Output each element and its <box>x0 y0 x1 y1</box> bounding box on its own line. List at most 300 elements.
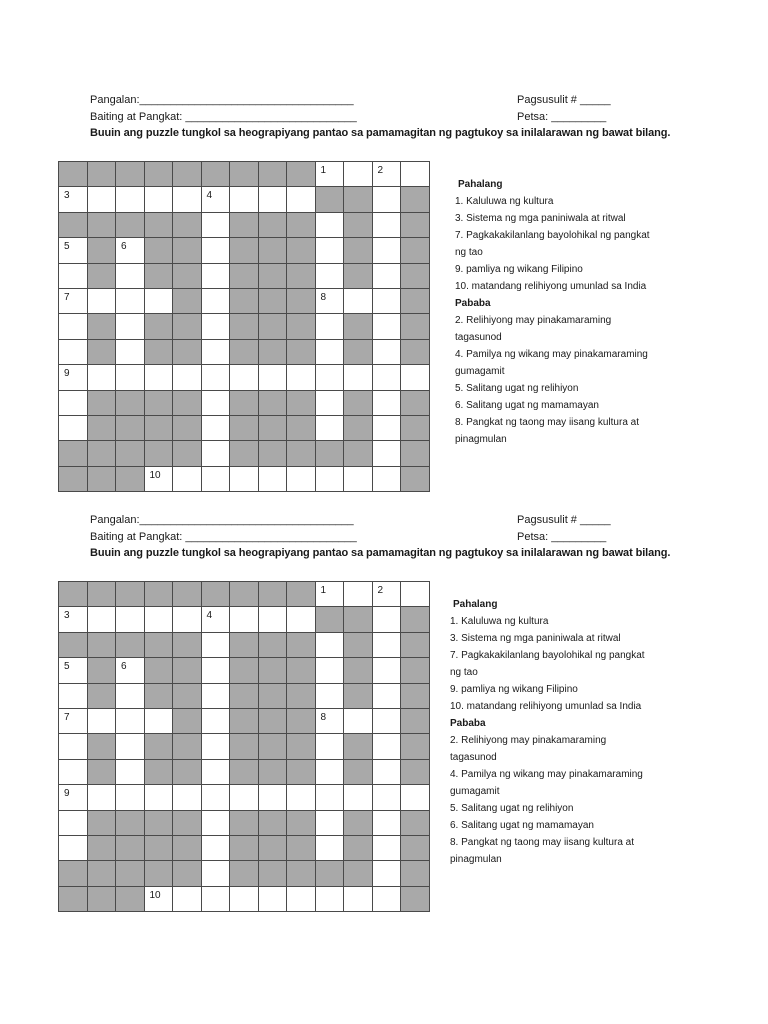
answer-cell[interactable] <box>315 708 344 733</box>
answer-cell[interactable] <box>87 785 116 810</box>
answer-cell[interactable] <box>315 632 344 657</box>
grid-row <box>59 339 430 364</box>
across-clues <box>455 193 710 295</box>
blocked-cell <box>287 861 316 886</box>
across-clues <box>450 613 705 715</box>
blocked-cell <box>258 683 287 708</box>
answer-cell[interactable] <box>87 187 116 212</box>
blocked-cell <box>401 187 430 212</box>
across-clue: 3. Sistema ng mga paniniwala at ritwal <box>450 633 621 644</box>
answer-cell[interactable] <box>315 759 344 784</box>
answer-cell[interactable] <box>287 187 316 212</box>
blocked-cell <box>344 314 373 339</box>
answer-cell[interactable] <box>372 212 401 237</box>
answer-cell[interactable] <box>372 861 401 886</box>
blocked-cell <box>287 759 316 784</box>
blocked-cell <box>230 683 259 708</box>
answer-cell[interactable] <box>372 734 401 759</box>
answer-cell[interactable] <box>315 314 344 339</box>
answer-cell[interactable] <box>59 238 88 263</box>
name-field-label: Pangalan:___________________________________ <box>90 94 354 106</box>
blocked-cell <box>116 861 145 886</box>
answer-cell[interactable] <box>59 708 88 733</box>
blocked-cell <box>344 339 373 364</box>
answer-cell[interactable] <box>372 886 401 911</box>
answer-cell[interactable] <box>372 810 401 835</box>
blocked-cell <box>116 441 145 466</box>
answer-cell[interactable] <box>59 759 88 784</box>
clue-number: 7 <box>64 711 70 723</box>
answer-cell[interactable] <box>173 607 202 632</box>
answer-cell[interactable] <box>59 390 88 415</box>
answer-cell[interactable] <box>59 835 88 860</box>
grid-row <box>59 263 430 288</box>
blocked-cell <box>87 466 116 491</box>
answer-cell[interactable] <box>372 365 401 390</box>
answer-cell[interactable] <box>201 632 230 657</box>
answer-cell[interactable] <box>173 466 202 491</box>
blocked-cell <box>258 263 287 288</box>
grid-row <box>59 314 430 339</box>
answer-cell[interactable] <box>116 607 145 632</box>
blocked-cell <box>173 759 202 784</box>
answer-cell[interactable] <box>173 365 202 390</box>
down-clue: 8. Pangkat ng taong may iisang kultura at <box>450 837 635 848</box>
blocked-cell <box>401 886 430 911</box>
blocked-cell <box>287 683 316 708</box>
answer-cell[interactable] <box>116 708 145 733</box>
blocked-cell <box>287 441 316 466</box>
blocked-cell <box>116 582 145 607</box>
answer-cell[interactable] <box>116 759 145 784</box>
answer-cell[interactable] <box>401 162 430 187</box>
blocked-cell <box>230 441 259 466</box>
answer-cell[interactable] <box>201 810 230 835</box>
answer-cell[interactable] <box>315 365 344 390</box>
answer-cell[interactable] <box>230 785 259 810</box>
blocked-cell <box>401 314 430 339</box>
answer-cell[interactable] <box>258 187 287 212</box>
answer-cell[interactable] <box>344 582 373 607</box>
blocked-cell <box>116 390 145 415</box>
answer-cell[interactable] <box>144 365 173 390</box>
answer-cell[interactable] <box>201 708 230 733</box>
blocked-cell <box>173 708 202 733</box>
blocked-cell <box>287 632 316 657</box>
grid-row <box>59 658 430 683</box>
answer-cell[interactable] <box>144 886 173 911</box>
answer-cell[interactable] <box>116 238 145 263</box>
blocked-cell <box>173 441 202 466</box>
answer-cell[interactable] <box>287 785 316 810</box>
blocked-cell <box>230 582 259 607</box>
answer-cell[interactable] <box>87 365 116 390</box>
answer-cell[interactable] <box>173 187 202 212</box>
answer-cell[interactable] <box>116 314 145 339</box>
blocked-cell <box>287 339 316 364</box>
blocked-cell <box>59 441 88 466</box>
blocked-cell <box>173 835 202 860</box>
answer-cell[interactable] <box>401 785 430 810</box>
answer-cell[interactable] <box>315 810 344 835</box>
answer-cell[interactable] <box>287 607 316 632</box>
blocked-cell <box>144 162 173 187</box>
clue-number: 2 <box>377 165 384 176</box>
clue-number: 4 <box>206 610 213 622</box>
answer-cell[interactable] <box>372 238 401 263</box>
answer-cell[interactable] <box>344 785 373 810</box>
crossword-grid <box>58 581 430 912</box>
answer-cell[interactable] <box>116 683 145 708</box>
grid-row <box>59 187 430 212</box>
answer-cell[interactable] <box>59 683 88 708</box>
answer-cell[interactable] <box>258 365 287 390</box>
answer-cell[interactable] <box>372 162 401 187</box>
blocked-cell <box>315 607 344 632</box>
blocked-cell <box>315 441 344 466</box>
blocked-cell <box>87 810 116 835</box>
blocked-cell <box>173 263 202 288</box>
answer-cell[interactable] <box>372 632 401 657</box>
blocked-cell <box>230 861 259 886</box>
answer-cell[interactable] <box>315 212 344 237</box>
across-clue: 1. Kaluluwa ng kultura <box>450 616 549 627</box>
answer-cell[interactable] <box>344 886 373 911</box>
answer-cell[interactable] <box>59 339 88 364</box>
answer-cell[interactable] <box>201 365 230 390</box>
answer-cell[interactable] <box>87 288 116 313</box>
answer-cell[interactable] <box>201 886 230 911</box>
answer-cell[interactable] <box>315 288 344 313</box>
clue-number: 6 <box>121 241 127 253</box>
down-clue: pinagmulan <box>455 434 507 445</box>
answer-cell[interactable] <box>59 365 88 390</box>
answer-cell[interactable] <box>201 759 230 784</box>
blocked-cell <box>401 415 430 440</box>
answer-cell[interactable] <box>258 466 287 491</box>
down-clue: 6. Salitang ugat ng mamamayan <box>455 400 599 411</box>
answer-cell[interactable] <box>230 886 259 911</box>
blocked-cell <box>116 466 145 491</box>
blocked-cell <box>173 632 202 657</box>
answer-cell[interactable] <box>201 466 230 491</box>
blocked-cell <box>173 238 202 263</box>
clue-number: 6 <box>121 661 127 673</box>
answer-cell[interactable] <box>315 339 344 364</box>
answer-cell[interactable] <box>201 683 230 708</box>
answer-cell[interactable] <box>372 658 401 683</box>
down-clues <box>455 312 710 448</box>
grid-row <box>59 238 430 263</box>
across-clue: 7. Pagkakakilanlang bayolohikal ng pangkat <box>450 650 645 661</box>
grid-row <box>59 734 430 759</box>
answer-cell[interactable] <box>87 607 116 632</box>
blocked-cell <box>230 238 259 263</box>
answer-cell[interactable] <box>372 785 401 810</box>
answer-cell[interactable] <box>372 607 401 632</box>
answer-cell[interactable] <box>230 466 259 491</box>
blocked-cell <box>230 734 259 759</box>
down-clue: 5. Salitang ugat ng relihiyon <box>450 803 574 814</box>
answer-cell[interactable] <box>315 835 344 860</box>
blocked-cell <box>59 861 88 886</box>
answer-cell[interactable] <box>59 734 88 759</box>
grid-row <box>59 288 430 313</box>
grid-row <box>59 708 430 733</box>
blocked-cell <box>230 288 259 313</box>
quiz-number-field-label: Pagsusulit # _____ <box>517 514 611 526</box>
blocked-cell <box>258 810 287 835</box>
answer-cell[interactable] <box>59 263 88 288</box>
answer-cell[interactable] <box>144 466 173 491</box>
across-clue: ng tao <box>450 667 478 678</box>
date-field-label: Petsa: _________ <box>517 531 607 543</box>
blocked-cell <box>144 683 173 708</box>
blocked-cell <box>401 339 430 364</box>
answer-cell[interactable] <box>116 339 145 364</box>
answer-cell[interactable] <box>315 683 344 708</box>
blocked-cell <box>258 288 287 313</box>
answer-cell[interactable] <box>230 187 259 212</box>
answer-cell[interactable] <box>315 162 344 187</box>
answer-cell[interactable] <box>401 365 430 390</box>
blocked-cell <box>258 415 287 440</box>
blocked-cell <box>401 759 430 784</box>
blocked-cell <box>230 339 259 364</box>
answer-cell[interactable] <box>372 415 401 440</box>
blocked-cell <box>173 390 202 415</box>
answer-cell[interactable] <box>287 466 316 491</box>
answer-cell[interactable] <box>258 607 287 632</box>
answer-cell[interactable] <box>201 263 230 288</box>
answer-cell[interactable] <box>116 288 145 313</box>
blocked-cell <box>344 263 373 288</box>
answer-cell[interactable] <box>116 263 145 288</box>
blocked-cell <box>87 314 116 339</box>
answer-cell[interactable] <box>372 390 401 415</box>
blocked-cell <box>287 810 316 835</box>
blocked-cell <box>258 339 287 364</box>
answer-cell[interactable] <box>315 415 344 440</box>
grid-row <box>59 162 430 187</box>
answer-cell[interactable] <box>258 886 287 911</box>
across-clue: ng tao <box>455 247 483 258</box>
answer-cell[interactable] <box>315 785 344 810</box>
blocked-cell <box>59 886 88 911</box>
answer-cell[interactable] <box>287 886 316 911</box>
answer-cell[interactable] <box>59 607 88 632</box>
across-clue: 1. Kaluluwa ng kultura <box>455 196 554 207</box>
blocked-cell <box>201 582 230 607</box>
blocked-cell <box>344 607 373 632</box>
blocked-cell <box>116 212 145 237</box>
blocked-cell <box>87 441 116 466</box>
blocked-cell <box>344 759 373 784</box>
blocked-cell <box>287 582 316 607</box>
answer-cell[interactable] <box>201 415 230 440</box>
blocked-cell <box>87 658 116 683</box>
answer-cell[interactable] <box>201 441 230 466</box>
blocked-cell <box>287 162 316 187</box>
answer-cell[interactable] <box>315 263 344 288</box>
blocked-cell <box>230 632 259 657</box>
down-clue: 2. Relihiyong may pinakamaraming <box>455 315 612 326</box>
blocked-cell <box>315 861 344 886</box>
blocked-cell <box>173 212 202 237</box>
grid-row <box>59 861 430 886</box>
answer-cell[interactable] <box>315 238 344 263</box>
answer-cell[interactable] <box>144 785 173 810</box>
answer-cell[interactable] <box>315 466 344 491</box>
blocked-cell <box>401 238 430 263</box>
answer-cell[interactable] <box>372 759 401 784</box>
answer-cell[interactable] <box>144 708 173 733</box>
answer-cell[interactable] <box>144 607 173 632</box>
answer-cell[interactable] <box>59 314 88 339</box>
blocked-cell <box>173 582 202 607</box>
answer-cell[interactable] <box>59 187 88 212</box>
answer-cell[interactable] <box>372 683 401 708</box>
blocked-cell <box>401 683 430 708</box>
answer-cell[interactable] <box>201 212 230 237</box>
blocked-cell <box>87 238 116 263</box>
answer-cell[interactable] <box>116 187 145 212</box>
answer-cell[interactable] <box>87 708 116 733</box>
answer-cell[interactable] <box>230 607 259 632</box>
answer-cell[interactable] <box>59 288 88 313</box>
answer-cell[interactable] <box>201 314 230 339</box>
blocked-cell <box>401 390 430 415</box>
blocked-cell <box>344 683 373 708</box>
blocked-cell <box>287 212 316 237</box>
clue-number: 10 <box>149 889 161 901</box>
answer-cell[interactable] <box>372 339 401 364</box>
answer-cell[interactable] <box>344 708 373 733</box>
clue-number: 5 <box>64 661 70 673</box>
blocked-cell <box>173 415 202 440</box>
answer-cell[interactable] <box>201 861 230 886</box>
blocked-cell <box>144 314 173 339</box>
blocked-cell <box>258 861 287 886</box>
blocked-cell <box>144 390 173 415</box>
answer-cell[interactable] <box>315 734 344 759</box>
blocked-cell <box>230 835 259 860</box>
answer-cell[interactable] <box>372 708 401 733</box>
answer-cell[interactable] <box>116 658 145 683</box>
answer-cell[interactable] <box>144 187 173 212</box>
answer-cell[interactable] <box>173 785 202 810</box>
down-clue: gumagamit <box>450 786 500 797</box>
blocked-cell <box>87 162 116 187</box>
answer-cell[interactable] <box>315 390 344 415</box>
answer-cell[interactable] <box>344 365 373 390</box>
answer-cell[interactable] <box>315 582 344 607</box>
grid-row <box>59 582 430 607</box>
blocked-cell <box>144 212 173 237</box>
blocked-cell <box>258 734 287 759</box>
answer-cell[interactable] <box>372 314 401 339</box>
answer-cell[interactable] <box>315 658 344 683</box>
answer-cell[interactable] <box>116 734 145 759</box>
across-heading: Pahalang <box>453 599 498 610</box>
answer-cell[interactable] <box>372 263 401 288</box>
answer-cell[interactable] <box>258 785 287 810</box>
answer-cell[interactable] <box>144 288 173 313</box>
blocked-cell <box>344 835 373 860</box>
answer-cell[interactable] <box>344 162 373 187</box>
answer-cell[interactable] <box>287 365 316 390</box>
blocked-cell <box>59 212 88 237</box>
answer-cell[interactable] <box>372 835 401 860</box>
grid-row <box>59 365 430 390</box>
answer-cell[interactable] <box>401 582 430 607</box>
blocked-cell <box>144 759 173 784</box>
answer-cell[interactable] <box>59 415 88 440</box>
blocked-cell <box>344 632 373 657</box>
blocked-cell <box>258 238 287 263</box>
across-clue: 10. matandang relihiyong umunlad sa India <box>455 281 647 292</box>
blocked-cell <box>116 632 145 657</box>
answer-cell[interactable] <box>201 835 230 860</box>
answer-cell[interactable] <box>201 658 230 683</box>
answer-cell[interactable] <box>372 288 401 313</box>
answer-cell[interactable] <box>201 238 230 263</box>
grade-section-field-label: Baiting at Pangkat: ____________________________ <box>90 111 357 123</box>
down-clue: 5. Salitang ugat ng relihiyon <box>455 383 579 394</box>
grid-row <box>59 683 430 708</box>
answer-cell[interactable] <box>201 734 230 759</box>
answer-cell[interactable] <box>59 658 88 683</box>
answer-cell[interactable] <box>59 810 88 835</box>
answer-cell[interactable] <box>315 886 344 911</box>
blocked-cell <box>401 441 430 466</box>
blocked-cell <box>116 162 145 187</box>
answer-cell[interactable] <box>201 785 230 810</box>
answer-cell[interactable] <box>116 785 145 810</box>
blocked-cell <box>173 683 202 708</box>
blocked-cell <box>344 734 373 759</box>
blocked-cell <box>144 263 173 288</box>
answer-cell[interactable] <box>59 785 88 810</box>
answer-cell[interactable] <box>201 288 230 313</box>
down-clue: 6. Salitang ugat ng mamamayan <box>450 820 594 831</box>
blocked-cell <box>258 162 287 187</box>
blocked-cell <box>401 861 430 886</box>
answer-cell[interactable] <box>372 441 401 466</box>
answer-cell[interactable] <box>372 582 401 607</box>
answer-cell[interactable] <box>230 365 259 390</box>
answer-cell[interactable] <box>201 339 230 364</box>
clue-number: 9 <box>64 368 70 380</box>
answer-cell[interactable] <box>116 365 145 390</box>
blocked-cell <box>87 683 116 708</box>
blocked-cell <box>230 212 259 237</box>
answer-cell[interactable] <box>344 288 373 313</box>
blocked-cell <box>287 314 316 339</box>
answer-cell[interactable] <box>201 607 230 632</box>
clue-number: 3 <box>64 610 70 622</box>
answer-cell[interactable] <box>344 466 373 491</box>
answer-cell[interactable] <box>201 390 230 415</box>
answer-cell[interactable] <box>372 187 401 212</box>
blocked-cell <box>173 861 202 886</box>
down-clue: 2. Relihiyong may pinakamaraming <box>450 735 607 746</box>
blocked-cell <box>144 658 173 683</box>
answer-cell[interactable] <box>372 466 401 491</box>
answer-cell[interactable] <box>173 886 202 911</box>
blocked-cell <box>144 582 173 607</box>
answer-cell[interactable] <box>201 187 230 212</box>
